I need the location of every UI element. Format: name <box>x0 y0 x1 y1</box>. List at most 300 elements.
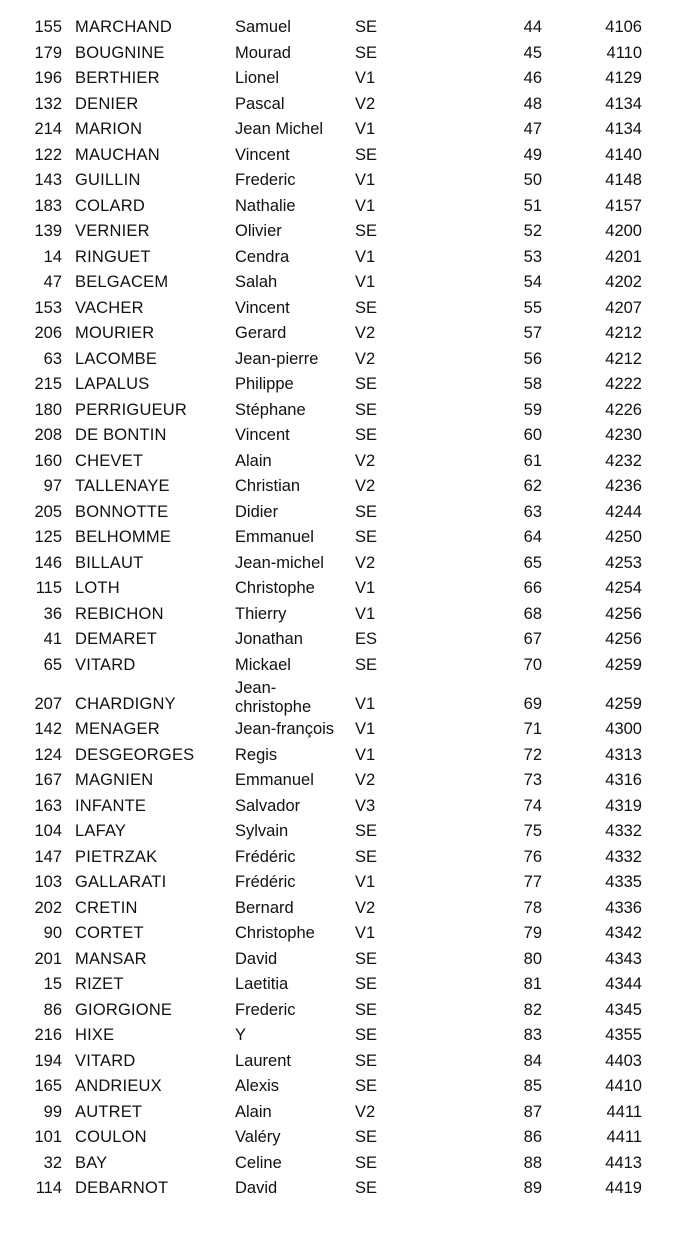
table-row <box>0 398 700 424</box>
table-row <box>0 1049 700 1075</box>
bib-number: 115 <box>35 579 62 597</box>
category: SE <box>355 43 378 62</box>
last-name: MANSAR <box>75 949 147 968</box>
category-rank: 76 <box>523 847 542 866</box>
table-row <box>0 296 700 322</box>
bib-number: 90 <box>43 924 62 942</box>
category: V1 <box>355 120 376 138</box>
first-name: Laurent <box>235 1051 291 1070</box>
table-row <box>0 678 700 717</box>
table-row <box>0 602 700 628</box>
category-rank: 68 <box>523 604 542 623</box>
last-name: BAY <box>75 1153 108 1172</box>
finish-time: 4342 <box>605 924 642 942</box>
bib-number: 124 <box>34 745 62 764</box>
finish-time: 4134 <box>605 94 642 113</box>
category: SE <box>355 1000 378 1019</box>
finish-time: 4232 <box>605 451 642 470</box>
finish-time: 4411 <box>606 1128 642 1146</box>
finish-time: 4200 <box>605 222 642 240</box>
category: SE <box>355 145 378 164</box>
bib-number: 15 <box>43 975 62 993</box>
last-name: CRETIN <box>75 898 138 917</box>
finish-time: 4236 <box>605 477 642 495</box>
category: SE <box>355 1026 378 1044</box>
category-rank: 47 <box>523 120 542 138</box>
bib-number: 32 <box>43 1153 62 1172</box>
table-row <box>0 551 700 577</box>
category-rank: 70 <box>523 655 542 674</box>
finish-time: 4345 <box>605 1000 642 1019</box>
first-name: Emmanuel <box>235 528 314 546</box>
category: V3 <box>355 796 376 815</box>
table-row <box>0 998 700 1024</box>
category: V2 <box>355 324 376 342</box>
bib-number: 202 <box>34 898 62 917</box>
bib-number: 86 <box>43 1000 62 1019</box>
category-rank: 69 <box>523 694 542 713</box>
category: V2 <box>355 553 376 572</box>
first-name: Y <box>235 1026 247 1044</box>
first-name: Frédéric <box>235 847 296 866</box>
bib-number: 104 <box>34 822 62 840</box>
category: V2 <box>355 94 376 113</box>
category-rank: 55 <box>523 298 542 317</box>
category: V1 <box>355 873 376 891</box>
table-row <box>0 168 700 194</box>
last-name: RINGUET <box>75 247 151 266</box>
bib-number: 180 <box>34 400 62 419</box>
last-name: LACOMBE <box>75 349 158 368</box>
table-row <box>0 845 700 871</box>
last-name: VACHER <box>75 298 144 317</box>
bib-number: 205 <box>34 502 62 521</box>
category-rank: 53 <box>523 247 542 266</box>
first-name: Jonathan <box>235 630 303 648</box>
category: V1 <box>355 171 376 189</box>
finish-time: 4316 <box>605 771 642 789</box>
table-row <box>0 743 700 769</box>
finish-time: 4110 <box>606 43 642 62</box>
first-name: Alexis <box>235 1077 280 1095</box>
category-rank: 62 <box>523 477 542 495</box>
finish-time: 4250 <box>605 528 642 546</box>
bib-number: 132 <box>34 94 62 113</box>
finish-time: 4244 <box>605 502 642 521</box>
category-rank: 88 <box>523 1153 542 1172</box>
first-name: Christian <box>235 477 301 495</box>
category-rank: 80 <box>523 949 542 968</box>
bib-number: 147 <box>34 847 62 866</box>
finish-time: 4319 <box>605 796 642 815</box>
last-name: DEBARNOT <box>75 1179 169 1197</box>
last-name: CORTET <box>75 924 144 942</box>
first-name: Celine <box>235 1153 282 1172</box>
category: SE <box>355 222 378 240</box>
finish-time: 4256 <box>605 604 642 623</box>
first-name: Frédéric <box>235 873 296 891</box>
category: SE <box>355 1128 378 1146</box>
category: V1 <box>355 69 376 87</box>
first-name: Pascal <box>235 94 285 113</box>
bib-number: 14 <box>43 247 62 266</box>
last-name: DENIER <box>75 94 139 113</box>
category: V2 <box>355 451 376 470</box>
table-row <box>0 525 700 551</box>
category: SE <box>355 822 378 840</box>
category: SE <box>355 847 378 866</box>
last-name: INFANTE <box>75 796 147 815</box>
table-row <box>0 1151 700 1177</box>
bib-number: 97 <box>43 477 62 495</box>
category: V2 <box>355 771 376 789</box>
first-name: Nathalie <box>235 196 296 215</box>
bib-number: 142 <box>34 720 62 738</box>
table-row <box>0 1176 700 1202</box>
finish-time: 4413 <box>605 1153 642 1172</box>
last-name: COULON <box>75 1128 147 1146</box>
bib-number: 214 <box>34 120 62 138</box>
category-rank: 71 <box>523 720 542 738</box>
bib-number: 143 <box>34 171 62 189</box>
category-rank: 75 <box>523 822 542 840</box>
table-row <box>0 143 700 169</box>
bib-number: 63 <box>43 349 62 368</box>
table-row <box>0 41 700 67</box>
category: SE <box>355 1051 378 1070</box>
category: V1 <box>355 196 376 215</box>
finish-time: 4129 <box>605 69 642 87</box>
bib-number: 208 <box>34 426 62 444</box>
finish-time: 4256 <box>605 630 642 648</box>
bib-number: 206 <box>34 324 62 342</box>
bib-number: 167 <box>34 771 62 789</box>
table-row <box>0 972 700 998</box>
table-row <box>0 347 700 373</box>
category: V1 <box>355 924 376 942</box>
last-name: PERRIGUEUR <box>75 400 188 419</box>
category: SE <box>355 400 378 419</box>
category-rank: 48 <box>523 94 542 113</box>
finish-time: 4230 <box>605 426 642 444</box>
category: SE <box>355 528 378 546</box>
category-rank: 81 <box>523 975 542 993</box>
bib-number: 103 <box>34 873 62 891</box>
last-name: MAGNIEN <box>75 771 154 789</box>
table-row <box>0 321 700 347</box>
category-rank: 50 <box>523 171 542 189</box>
first-name: Christophe <box>235 579 315 597</box>
table-row <box>0 717 700 743</box>
bib-number: 207 <box>34 694 62 713</box>
last-name: CHARDIGNY <box>75 694 176 713</box>
first-name: Vincent <box>235 145 290 164</box>
finish-time: 4207 <box>605 298 642 317</box>
last-name: DESGEORGES <box>75 745 195 764</box>
bib-number: 41 <box>43 630 62 648</box>
table-row <box>0 794 700 820</box>
bib-number: 99 <box>43 1102 62 1121</box>
finish-time: 4332 <box>605 847 642 866</box>
table-row <box>0 270 700 296</box>
bib-number: 194 <box>34 1051 62 1070</box>
category-rank: 54 <box>523 273 542 291</box>
table-row <box>0 474 700 500</box>
last-name: GALLARATI <box>75 873 167 891</box>
category-rank: 86 <box>523 1128 542 1146</box>
category: V2 <box>355 349 376 368</box>
last-name: MARCHAND <box>75 18 172 36</box>
category-rank: 67 <box>523 630 542 648</box>
category-rank: 84 <box>523 1051 542 1070</box>
table-row <box>0 896 700 922</box>
table-row <box>0 1100 700 1126</box>
bib-number: 65 <box>43 655 62 674</box>
category: SE <box>355 426 378 444</box>
bib-number: 201 <box>34 949 62 968</box>
category: ES <box>355 630 378 648</box>
table-row <box>0 1023 700 1049</box>
last-name: VERNIER <box>75 222 150 240</box>
finish-time: 4335 <box>605 873 642 891</box>
finish-time: 4300 <box>605 720 642 738</box>
finish-time: 4344 <box>605 975 642 993</box>
finish-time: 4343 <box>605 949 642 968</box>
category-rank: 57 <box>523 324 542 342</box>
category-rank: 72 <box>523 745 542 764</box>
category: V1 <box>355 720 376 738</box>
table-row <box>0 66 700 92</box>
last-name: LAPALUS <box>75 375 150 393</box>
category-rank: 85 <box>523 1077 542 1095</box>
finish-time: 4148 <box>605 171 642 189</box>
last-name: DEMARET <box>75 630 158 648</box>
category-rank: 82 <box>523 1000 542 1019</box>
table-row <box>0 15 700 41</box>
last-name: MOURIER <box>75 324 155 342</box>
last-name: BELHOMME <box>75 528 172 546</box>
table-row <box>0 372 700 398</box>
first-name: Emmanuel <box>235 771 314 789</box>
last-name: HIXE <box>75 1026 115 1044</box>
category: V1 <box>355 604 376 623</box>
bib-number: 47 <box>43 273 62 291</box>
bib-number: 146 <box>34 553 62 572</box>
bib-number: 114 <box>35 1179 62 1197</box>
first-name: Christophe <box>235 924 315 942</box>
last-name: DE BONTIN <box>75 426 167 444</box>
finish-time: 4222 <box>605 375 642 393</box>
bib-number: 160 <box>34 451 62 470</box>
last-name: LOTH <box>75 579 120 597</box>
first-name: Didier <box>235 502 279 521</box>
table-row <box>0 194 700 220</box>
last-name: MAUCHAN <box>75 145 160 164</box>
category: SE <box>355 18 378 36</box>
first-name: Salah <box>235 273 278 291</box>
first-name: Jean-françois <box>235 720 335 738</box>
bib-number: 196 <box>34 69 62 87</box>
finish-time: 4403 <box>605 1051 642 1070</box>
finish-time: 4134 <box>605 120 642 138</box>
category: SE <box>355 655 378 674</box>
table-row <box>0 653 700 679</box>
finish-time: 4254 <box>605 579 642 597</box>
last-name: MENAGER <box>75 720 160 738</box>
category-rank: 58 <box>523 375 542 393</box>
first-name: Thierry <box>235 604 287 623</box>
last-name: CHEVET <box>75 451 144 470</box>
finish-time: 4140 <box>605 145 642 164</box>
first-name: Olivier <box>235 222 282 240</box>
last-name: TALLENAYE <box>75 477 170 495</box>
finish-time: 4313 <box>605 745 642 764</box>
last-name: VITARD <box>75 655 136 674</box>
first-name: Philippe <box>235 375 294 393</box>
first-name: Frederic <box>235 1000 296 1019</box>
bib-number: 36 <box>43 604 62 623</box>
table-row <box>0 768 700 794</box>
table-row <box>0 449 700 475</box>
table-row <box>0 1074 700 1100</box>
category-rank: 52 <box>523 222 542 240</box>
finish-time: 4253 <box>605 553 642 572</box>
first-name: David <box>235 1179 278 1197</box>
finish-time: 4410 <box>605 1077 642 1095</box>
bib-number: 165 <box>34 1077 62 1095</box>
finish-time: 4157 <box>605 196 642 215</box>
category-rank: 77 <box>523 873 542 891</box>
category-rank: 74 <box>523 796 542 815</box>
first-name: Vincent <box>235 298 290 317</box>
finish-time: 4212 <box>605 349 642 368</box>
table-row <box>0 627 700 653</box>
bib-number: 216 <box>34 1026 62 1044</box>
finish-time: 4201 <box>605 247 642 266</box>
first-name: Jean-pierre <box>235 349 319 368</box>
last-name: AUTRET <box>75 1102 143 1121</box>
first-name: Salvador <box>235 796 301 815</box>
first-name: Bernard <box>235 898 294 917</box>
results-table <box>0 15 700 1202</box>
category: SE <box>355 1077 378 1095</box>
category: V1 <box>355 694 376 713</box>
first-name: Cendra <box>235 247 290 266</box>
category-rank: 49 <box>523 145 542 164</box>
last-name: MARION <box>75 120 143 138</box>
last-name: BILLAUT <box>75 553 144 572</box>
category-rank: 78 <box>523 898 542 917</box>
last-name: RIZET <box>75 975 124 993</box>
category: SE <box>355 1153 378 1172</box>
category-rank: 63 <box>523 502 542 521</box>
category-rank: 46 <box>523 69 542 87</box>
table-row <box>0 576 700 602</box>
last-name: ANDRIEUX <box>75 1077 162 1095</box>
finish-time: 4355 <box>605 1026 642 1044</box>
first-name: Frederic <box>235 171 296 189</box>
table-row <box>0 117 700 143</box>
first-name: Alain <box>235 1102 272 1121</box>
first-name: Jean Michel <box>235 120 324 138</box>
bib-number: 179 <box>34 43 62 62</box>
category-rank: 45 <box>523 43 542 62</box>
category-rank: 64 <box>523 528 542 546</box>
table-row <box>0 1125 700 1151</box>
first-name: Laetitia <box>235 975 289 993</box>
table-row <box>0 245 700 271</box>
table-row <box>0 947 700 973</box>
table-row <box>0 870 700 896</box>
category: V1 <box>355 745 376 764</box>
category-rank: 59 <box>523 400 542 419</box>
first-name: Vincent <box>235 426 290 444</box>
bib-number: 163 <box>34 796 62 815</box>
bib-number: 215 <box>34 375 62 393</box>
first-name: Mickael <box>235 655 291 674</box>
first-name: Alain <box>235 451 272 470</box>
finish-time: 4202 <box>605 273 642 291</box>
finish-time: 4419 <box>605 1179 642 1197</box>
last-name: PIETRZAK <box>75 847 158 866</box>
finish-time: 4212 <box>605 324 642 342</box>
last-name: COLARD <box>75 196 145 215</box>
finish-time: 4336 <box>605 898 642 917</box>
bib-number: 125 <box>34 528 62 546</box>
finish-time: 4411 <box>606 1102 642 1121</box>
category-rank: 65 <box>523 553 542 572</box>
first-name: Stéphane <box>235 400 306 419</box>
last-name: REBICHON <box>75 604 164 623</box>
table-row <box>0 921 700 947</box>
first-name: Sylvain <box>235 822 289 840</box>
table-row <box>0 92 700 118</box>
category-rank: 87 <box>523 1102 542 1121</box>
category-rank: 60 <box>523 426 542 444</box>
table-row <box>0 423 700 449</box>
category: SE <box>355 949 378 968</box>
category: V2 <box>355 477 376 495</box>
category: SE <box>355 1179 378 1197</box>
bib-number: 153 <box>34 298 62 317</box>
finish-time: 4226 <box>605 400 642 419</box>
category: V1 <box>355 247 376 266</box>
bib-number: 183 <box>34 196 62 215</box>
category-rank: 83 <box>523 1026 542 1044</box>
last-name: VITARD <box>75 1051 136 1070</box>
first-name: Regis <box>235 745 278 764</box>
category-rank: 89 <box>523 1179 542 1197</box>
category: SE <box>355 375 378 393</box>
first-name: Gerard <box>235 324 287 342</box>
first-name: Jean-michel <box>235 553 324 572</box>
finish-time: 4106 <box>605 18 642 36</box>
last-name: BELGACEM <box>75 273 169 291</box>
category: V1 <box>355 273 376 291</box>
category-rank: 44 <box>523 18 542 36</box>
category: SE <box>355 975 378 993</box>
category-rank: 79 <box>523 924 542 942</box>
last-name: BOUGNINE <box>75 43 165 62</box>
last-name: BONNOTTE <box>75 502 169 521</box>
category-rank: 51 <box>523 196 542 215</box>
category-rank: 61 <box>523 451 542 470</box>
category-rank: 66 <box>523 579 542 597</box>
last-name: LAFAY <box>75 822 127 840</box>
finish-time: 4332 <box>605 822 642 840</box>
bib-number: 139 <box>34 222 62 240</box>
table-row <box>0 819 700 845</box>
